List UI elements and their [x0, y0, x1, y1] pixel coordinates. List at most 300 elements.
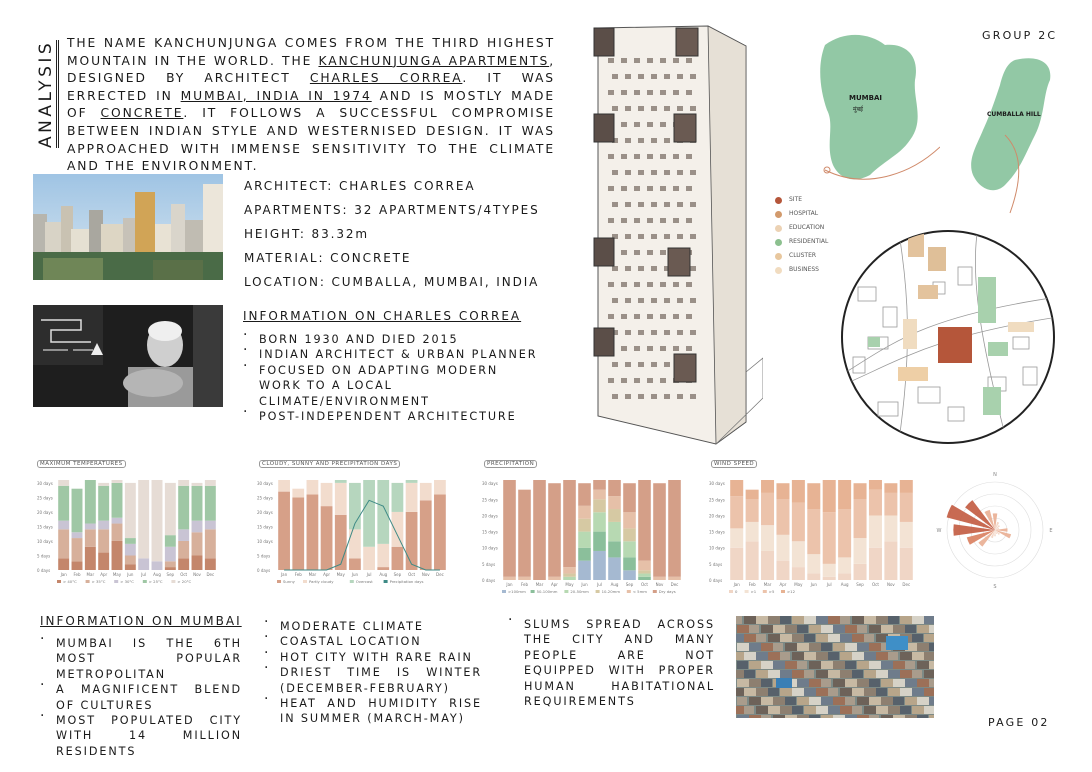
window [660, 58, 666, 63]
bar-segment [406, 483, 418, 512]
window [664, 202, 670, 207]
bar-segment [608, 522, 621, 541]
x-tick-label: Oct [641, 582, 648, 587]
slum-roof [768, 652, 780, 660]
bar-segment [406, 512, 418, 570]
slum-roof [828, 616, 840, 624]
legend-cluster: CLUSTER [775, 249, 828, 263]
slum-roof [737, 697, 747, 705]
direction-label: N [993, 472, 997, 478]
bar-segment [578, 548, 591, 561]
y-tick-label: 10 days [257, 538, 273, 544]
mumbai-list-1 [40, 636, 242, 759]
bar-segment [152, 480, 163, 561]
window [647, 218, 653, 223]
slum-roof [912, 688, 926, 696]
window [625, 138, 631, 143]
legend-label: > 20°C [177, 579, 192, 584]
x-tick-label: Oct [180, 572, 188, 577]
window [664, 74, 670, 79]
slum-roof [768, 688, 779, 696]
slum-roof [924, 634, 934, 642]
window [660, 378, 666, 383]
window [625, 394, 631, 399]
window [634, 122, 640, 127]
bar-segment [112, 483, 123, 518]
x-tick-label: Aug [153, 572, 161, 577]
bar-segment [138, 558, 149, 570]
slum-roof [828, 688, 838, 696]
bar-segment [392, 483, 404, 512]
bar-segment [623, 557, 636, 570]
link-concrete: CONCRETE [100, 106, 184, 121]
slum-roof [929, 697, 934, 705]
chart-title: CLOUDY, SUNNY AND PRECIPITATION DAYS [259, 460, 400, 468]
fact-architect: ARCHITECT: CHARLES CORREA [244, 179, 476, 193]
legend-hospital: HOSPITAL [775, 207, 828, 221]
bar-segment [578, 506, 591, 519]
window [608, 186, 614, 191]
slum-roof [852, 670, 863, 678]
slum-roof [929, 625, 934, 633]
slum-roof [804, 634, 815, 642]
bar-segment [85, 480, 96, 524]
y-tick-label: 25 days [482, 497, 498, 503]
bar-segment [593, 532, 606, 551]
bar-segment [653, 483, 666, 577]
wind-petal [995, 528, 1008, 531]
legend-swatch [531, 590, 535, 593]
bar-segment [112, 480, 123, 483]
correa-section-title: INFORMATION ON CHARLES CORREA [243, 309, 522, 323]
window [686, 58, 692, 63]
bar-segment [593, 512, 606, 531]
window [647, 58, 653, 63]
slum-roof [924, 670, 934, 678]
window [690, 266, 696, 271]
bar-segment [98, 483, 109, 486]
bar-segment [854, 499, 867, 538]
bar-segment [900, 480, 913, 493]
bar-segment [653, 577, 666, 580]
legend-label: >12 [787, 589, 796, 594]
window [664, 394, 670, 399]
legend-swatch [350, 580, 354, 583]
x-tick-label: Apr [100, 572, 108, 577]
legend-label: 20-50mm [570, 589, 589, 594]
y-tick-label: 5 days [709, 561, 723, 567]
bar-segment [730, 548, 743, 580]
bar-segment [563, 574, 576, 577]
window [608, 90, 614, 95]
x-tick-label: Feb [294, 572, 302, 577]
x-tick-label: Nov [193, 572, 201, 577]
link-mumbai: MUMBAI, INDIA IN 1974 [180, 88, 372, 103]
slum-roof [749, 679, 762, 687]
bar-segment [838, 574, 851, 580]
y-tick-label: 30 days [482, 481, 498, 487]
bar-segment [854, 483, 867, 499]
bar-segment [192, 483, 203, 486]
bar-segment [434, 495, 446, 570]
y-tick-label: 30 days [257, 480, 273, 486]
legend-swatch [627, 590, 631, 593]
window [638, 138, 644, 143]
bar-segment [98, 486, 109, 521]
window [677, 394, 683, 399]
bar-segment [823, 564, 836, 577]
legend-swatch [763, 590, 767, 593]
correa-portrait-photo [33, 305, 223, 407]
slum-roof [785, 697, 796, 705]
y-tick-label: 25 days [37, 495, 53, 501]
slum-roof [828, 706, 842, 714]
bar-segment [518, 577, 531, 580]
window [634, 90, 640, 95]
window [686, 90, 692, 95]
window [621, 250, 627, 255]
slum-roof [736, 616, 742, 624]
direction-label: W [936, 528, 942, 534]
link-kanchunjunga: KANCHUNJUNGA APARTMENTS [318, 53, 550, 68]
x-tick-label: May [565, 582, 574, 587]
bar-segment [377, 480, 389, 544]
x-tick-label: Sep [856, 582, 864, 587]
x-tick-label: May [112, 572, 122, 577]
window [660, 282, 666, 287]
window [612, 394, 618, 399]
legend-swatch [303, 580, 307, 583]
bar-segment [807, 574, 820, 580]
bar-segment [349, 483, 361, 529]
legend-residential: RESIDENTIAL [775, 235, 828, 249]
y-tick-label: 15 days [482, 529, 498, 535]
wind-petal [995, 530, 1011, 538]
balcony-opening [594, 328, 614, 356]
window [621, 314, 627, 319]
slum-roof [797, 715, 810, 718]
window [686, 314, 692, 319]
bar-segment [98, 553, 109, 570]
window [647, 90, 653, 95]
bar-segment [869, 480, 882, 490]
window [690, 202, 696, 207]
window [651, 330, 657, 335]
bar-segment [730, 480, 743, 496]
bar-segment [363, 480, 375, 547]
slum-roof [888, 616, 899, 624]
legend-label: > 40°C [63, 579, 77, 584]
bar-segment [420, 500, 432, 570]
x-tick-label: Jun [581, 582, 588, 587]
bar-segment [112, 518, 123, 524]
window [625, 106, 631, 111]
slum-roof [816, 688, 828, 696]
y-tick-label: 10 days [709, 545, 725, 551]
window [664, 138, 670, 143]
window [673, 346, 679, 351]
bar-segment [807, 483, 820, 509]
slum-roof [917, 679, 929, 687]
bar-segment [761, 480, 774, 493]
list-item: · MODERATE CLIMATE [264, 619, 482, 634]
legend-swatch [86, 580, 90, 583]
window [608, 154, 614, 159]
slum-roof [881, 661, 895, 669]
bar-segment [838, 557, 851, 573]
slum-roof [857, 715, 869, 718]
slum-roof [756, 652, 770, 660]
slum-roof [749, 625, 759, 633]
list-item: · DRIEST TIME IS WINTER (DECEMBER-FEBRUARY) [264, 665, 482, 696]
bar-segment [900, 493, 913, 522]
window [621, 186, 627, 191]
window [625, 266, 631, 271]
chart-precipitation [478, 458, 688, 598]
window [651, 234, 657, 239]
bar-segment [518, 490, 531, 577]
window [621, 154, 627, 159]
slum-roof [924, 688, 934, 696]
bar-segment [125, 555, 136, 564]
slum-roof [869, 715, 879, 718]
window [612, 266, 618, 271]
slum-roof [780, 652, 790, 660]
correa-list [243, 332, 543, 424]
list-item: · INDIAN ARCHITECT & URBAN PLANNER [243, 347, 543, 362]
slum-roof [917, 643, 930, 651]
window [651, 138, 657, 143]
x-tick-label: Feb [73, 572, 81, 577]
window [651, 170, 657, 175]
bar-segment [125, 538, 136, 544]
wind-petal [994, 530, 996, 536]
y-tick-label: 5 days [257, 553, 271, 559]
bar-segment [321, 483, 333, 506]
chart-max-temperatures [33, 458, 223, 588]
slum-roof [833, 625, 847, 633]
balcony-opening [594, 114, 614, 142]
window [677, 298, 683, 303]
legend-education: EDUCATION [775, 221, 828, 235]
tower-axonometric-drawing [588, 18, 763, 458]
slum-roof [929, 643, 934, 651]
y-tick-label: 0 days [709, 578, 723, 583]
slum-roof [845, 661, 856, 669]
legend-label: > 35°C [91, 579, 106, 584]
bar-segment [623, 528, 636, 541]
x-tick-label: Jan [280, 572, 288, 577]
city-skyline-photo [33, 174, 223, 280]
x-tick-label: Apr [323, 572, 331, 577]
bar-segment [563, 567, 576, 573]
slum-roof [761, 715, 771, 718]
bar-segment [776, 483, 789, 499]
window [625, 234, 631, 239]
mumbai-map [815, 25, 940, 210]
bar-segment [392, 547, 404, 570]
legend-site: SITE [775, 193, 828, 207]
window [660, 346, 666, 351]
x-tick-label: Jan [733, 582, 740, 587]
slum-roof [845, 625, 857, 633]
bar-segment [608, 496, 621, 509]
slum-roof [852, 634, 864, 642]
window [651, 106, 657, 111]
window [673, 58, 679, 63]
slum-roof [900, 706, 911, 714]
bar-segment [335, 483, 347, 515]
window [638, 330, 644, 335]
bar-segment [608, 480, 621, 496]
window [677, 234, 683, 239]
chart-wind-rose [935, 468, 1055, 598]
window [651, 266, 657, 271]
building-facts [244, 174, 540, 294]
window [673, 90, 679, 95]
bar-segment [638, 561, 651, 571]
wind-petal [993, 513, 998, 530]
slum-tarp [886, 636, 908, 650]
window [690, 394, 696, 399]
x-tick-label: Apr [551, 582, 558, 587]
window [608, 218, 614, 223]
list-item: · FOCUSED ON ADAPTING MODERN WORK TO A LOCAL CLIMATE/ENVIRONMENT [243, 363, 543, 409]
bar-segment [823, 480, 836, 512]
slum-roof [888, 652, 898, 660]
list-item: · MUMBAI IS THE 6TH MOST POPULAR METROPOLITAN [40, 636, 242, 682]
slum-roof [809, 679, 821, 687]
page-number: PAGE 02 [988, 716, 1050, 729]
bar-segment [533, 480, 546, 580]
slum-roof [749, 715, 761, 718]
bar-segment [335, 480, 347, 483]
bar-segment [884, 541, 897, 580]
legend-swatch [171, 580, 175, 583]
slum-roof [912, 670, 922, 678]
chart-title: WIND SPEED [711, 460, 757, 468]
window [647, 186, 653, 191]
x-tick-label: May [794, 582, 803, 587]
bar-segment [869, 548, 882, 580]
bar-segment [98, 529, 109, 552]
window [664, 330, 670, 335]
slum-roof [900, 670, 912, 678]
slum-roof [912, 634, 923, 642]
window [664, 234, 670, 239]
list-item: · POST-INDEPENDENT ARCHITECTURE [243, 409, 543, 424]
legend-swatch [502, 590, 506, 593]
balcony-opening [594, 238, 614, 266]
bar-segment [349, 558, 361, 570]
window [634, 186, 640, 191]
window [621, 378, 627, 383]
window [677, 330, 683, 335]
bar-segment [884, 493, 897, 516]
legend-label: < 5mm [632, 589, 648, 594]
slum-roof [792, 706, 803, 714]
window [634, 218, 640, 223]
legend-label: Dry days [658, 589, 676, 594]
bar-segment [178, 529, 189, 541]
bar-segment [278, 480, 290, 492]
legend-label: Partly cloudy [309, 579, 334, 584]
legend-swatch [384, 580, 388, 583]
window [647, 282, 653, 287]
balcony-opening [594, 28, 614, 56]
bar-segment [563, 480, 576, 567]
list-item: · HOT CITY WITH RARE RAIN [264, 650, 482, 665]
bar-segment [807, 509, 820, 554]
slum-roof [821, 679, 831, 687]
x-tick-label: Jul [141, 572, 147, 577]
slum-roof [864, 634, 874, 642]
window [686, 218, 692, 223]
bar-segment [292, 489, 304, 498]
bar-segment [72, 489, 83, 533]
slum-roof [929, 679, 934, 687]
bar-segment [138, 480, 149, 558]
bar-segment [178, 486, 189, 530]
chart-cloudy-sunny [253, 458, 453, 588]
x-tick-label: Aug [379, 572, 388, 577]
slum-roof [785, 661, 797, 669]
slum-roof [804, 688, 818, 696]
bar-segment [165, 567, 176, 570]
bar-segment [178, 541, 189, 558]
x-tick-label: Nov [655, 582, 664, 587]
window [647, 122, 653, 127]
bar-segment [377, 544, 389, 567]
direction-label: S [993, 584, 997, 590]
slum-roof [736, 670, 745, 678]
window [673, 154, 679, 159]
chart-title: MAXIMUM TEMPERATURES [37, 460, 126, 468]
window [660, 90, 666, 95]
chart-wind-speed [705, 458, 920, 598]
x-tick-label: Mar [535, 582, 544, 587]
x-tick-label: Nov [421, 572, 430, 577]
bar-segment [548, 577, 561, 580]
mumbai-list-2 [264, 619, 482, 727]
window [634, 250, 640, 255]
window [651, 394, 657, 399]
bar-segment [746, 522, 759, 541]
x-tick-label: Jan [60, 572, 67, 577]
slum-roof [756, 688, 769, 696]
window [647, 154, 653, 159]
y-tick-label: 15 days [257, 524, 273, 530]
bar-segment [165, 535, 176, 547]
legend-label: 0 [735, 589, 738, 594]
x-tick-label: Jul [366, 572, 372, 577]
window [660, 154, 666, 159]
slum-roof [785, 625, 798, 633]
window [660, 186, 666, 191]
window [647, 346, 653, 351]
slum-roof [816, 652, 829, 660]
slum-roof [857, 643, 871, 651]
x-tick-label: Sep [625, 582, 634, 587]
bar-segment [58, 521, 69, 530]
y-tick-label: 0 days [257, 568, 271, 573]
slum-roof [881, 697, 894, 705]
cumballa-hill-map [965, 55, 1060, 215]
slum-roof [845, 697, 855, 705]
bar-segment [746, 490, 759, 500]
bar-segment [608, 557, 621, 580]
window [660, 122, 666, 127]
